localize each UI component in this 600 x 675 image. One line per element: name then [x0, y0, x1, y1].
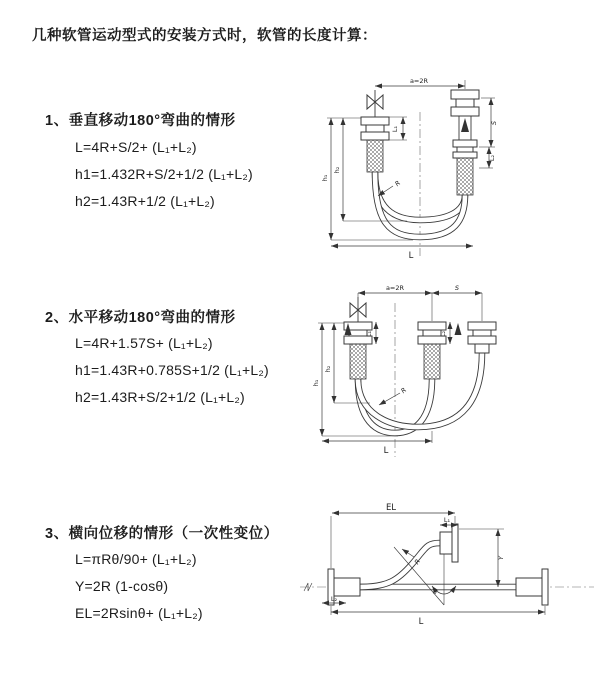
- dim-label-l: L: [383, 446, 389, 456]
- middle-fitting: [418, 322, 446, 379]
- right-fitting: [451, 90, 479, 195]
- dim-label-theta: θ: [433, 588, 437, 596]
- diagram-lateral-displacement: [296, 502, 600, 650]
- formula-line: L=4R+1.57S+ (L₁+L₂): [75, 335, 213, 351]
- dim-label-s: S: [490, 120, 498, 126]
- dim-label-l2: L₂: [439, 330, 447, 338]
- hose-positions: [358, 353, 482, 433]
- movement-arrow-up: [461, 118, 469, 132]
- left-fitting: [361, 117, 389, 172]
- dim-label-a2r: a=2R: [409, 77, 429, 85]
- formula-line: h2=1.43R+S/2+1/2 (L₁+L₂): [75, 389, 245, 405]
- formula-line: EL=2Rsinθ+ (L₁+L₂): [75, 605, 203, 621]
- dim-label-l1: L₁: [391, 125, 399, 133]
- upper-flange: [440, 524, 458, 562]
- section-3-heading: 3、横向位移的情形（一次性变位）: [45, 526, 279, 542]
- dim-label-l: L: [418, 617, 424, 627]
- dim-label-l1: L₁: [365, 330, 373, 338]
- dim-label-r: R: [412, 557, 422, 567]
- dim-label-h2: h₂: [333, 166, 341, 174]
- formula-line: Y=2R (1-cosθ): [75, 578, 169, 594]
- diagram-vertical-180-bend: [315, 70, 595, 264]
- formula-line: L=πRθ/90+ (L₁+L₂): [75, 551, 197, 567]
- movement-arrow-right: [455, 323, 462, 335]
- dim-label-s: S: [454, 284, 460, 292]
- formula-line: h1=1.43R+0.785S+1/2 (L₁+L₂): [75, 362, 269, 378]
- dim-label-r: R: [393, 178, 403, 188]
- formula-line: h2=1.43R+1/2 (L₁+L₂): [75, 193, 215, 209]
- dim-label-el: EL: [385, 503, 397, 513]
- valve-icon: [350, 297, 366, 322]
- dim-label-l: L: [408, 251, 414, 261]
- formula-line: L=4R+S/2+ (L₁+L₂): [75, 139, 197, 155]
- valve-icon: [367, 90, 383, 117]
- dim-label-y: Y: [497, 556, 505, 560]
- dim-label-a2r: a=2R: [385, 284, 405, 292]
- dim-label-r: R: [399, 385, 409, 395]
- hose-positions: [360, 543, 516, 587]
- dim-label-h1: h₁: [312, 379, 320, 387]
- dim-label-l1: L₁: [443, 516, 451, 524]
- dim-label-h1: h₁: [321, 174, 329, 182]
- dim-label-l2: L₂: [488, 154, 496, 162]
- right-flange: [516, 569, 548, 605]
- right-fitting: [468, 322, 496, 353]
- section-1-heading: 1、垂直移动180°弯曲的情形: [45, 113, 236, 129]
- dimensions: [322, 503, 545, 627]
- document-title: 几种软管运动型式的安装方式时，软管的长度计算：: [32, 28, 377, 44]
- formula-line: h1=1.432R+S/2+1/2 (L₁+L₂): [75, 166, 253, 182]
- dim-label-l2: L₂: [330, 595, 338, 603]
- dim-label-h2: h₂: [324, 365, 332, 373]
- section-2-heading: 2、水平移动180°弯曲的情形: [45, 310, 236, 326]
- diagram-horizontal-180-bend: [308, 281, 600, 463]
